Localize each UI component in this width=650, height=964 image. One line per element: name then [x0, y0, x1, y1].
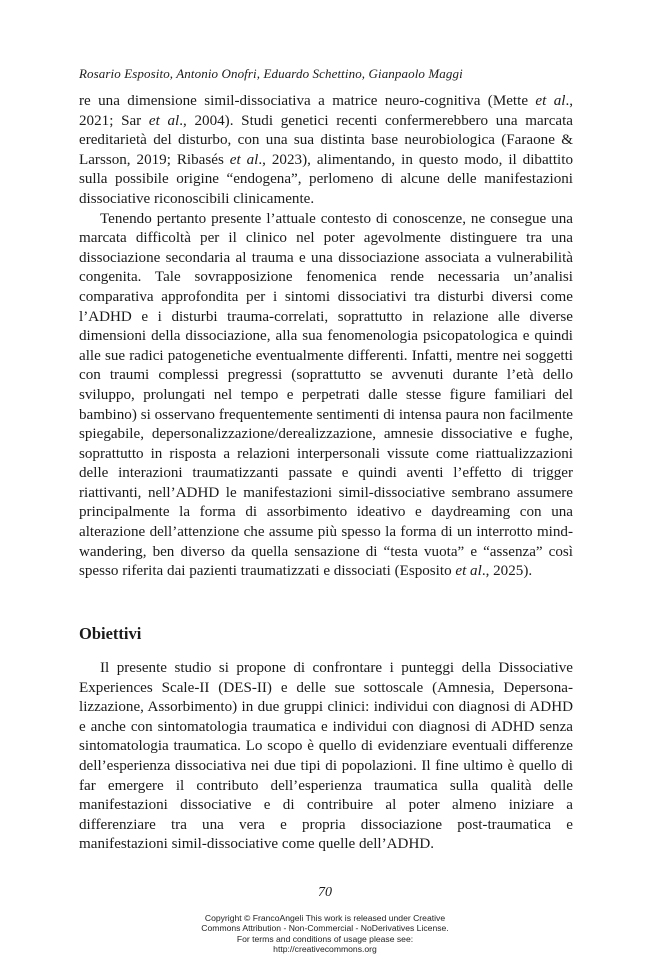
paragraph-3: Il presente studio si propone di confrontare i punteggi della Dissociative Experiences Scale-II (DES-II) e delle sue sottoscale (Amnesia, Depersonalizzazione, Assorbimento) in due gruppi clinici: individui con diagnosi di ADHD e anche con sintomatologia traumatica e individui con diagnosi di ADHD senza sintomatologia traumatica. Lo scopo è quello di evidenziare eventuali differenze dell’esperienza dissociativa nei due tipi di popolazioni. Il fine ultimo è quello di far emergere il contributo dell’esperienza traumatica sulla qualità delle manifestazioni dissociative e di contribuire al poter almeno iniziare a differenziare tra una vera e propria dissociazione post-traumatica e manifestazioni simil-dissociative come quelle dell’ADHD. — [79, 660, 573, 853]
copyright-line: Commons Attribution - Non-Commercial - NoDerivatives License. — [201, 923, 449, 934]
copyright-notice — [0, 913, 650, 955]
body-text-bottom — [79, 659, 573, 855]
copyright-link[interactable]: http://creativecommons.org — [273, 944, 377, 955]
body-text-top — [79, 92, 573, 582]
italic-run: et al — [535, 93, 566, 109]
text-run: ., 2021; Sar — [79, 93, 573, 129]
page-number: 70 — [318, 885, 332, 900]
text-run: Tenendo pertanto presente l’attuale contesto di conoscenze, ne consegue una marcata difficoltà per il clinico nel poter agevolmente distinguere tra una dissociazione secondaria al trauma e una dissociazione associata a vulnerabilità congenita. Tale sovrapposizione fenomenica rende necessaria un’analisi comparativa approfondita per i sintomi dissociativi tra disturbi diversi come l’ADHD e i disturbi trauma-correlati, soprattutto in relazione alle diverse dimensioni della dissociazione, alla sua fenomenologia psicopatologica e quindi alle sue radici patogenetiche eventualmente differenti. Infatti, mentre nei soggetti con traumi complessi pregressi (soprattutto se avvenuti durante l’età dello sviluppo, prolungati nel tempo e perpetrati dalle stesse figure familiari del bambino) si osservano frequentemente sentimenti di intensa paura non facilmente spiegabile, depersonalizzazione/derealizzazione, amnesie dissociative e fughe, soprattutto in risposta a relazioni interpersonali vissute come riattualizzazioni delle interazioni traumatizzanti passate e quindi aventi l’effetto di trigger riattivanti, nell’ADHD le manifestazioni simil-dissociative sembrano assumere principalmente la forma di assorbimento ideativo e daydreaming con una alterazione dell’attenzione che assume più spesso la forma di un interrotto mind-wandering, ben diverso da quella sensazione di “testa vuota” e “assenza” così spesso riferita dai pazienti traumatizzati e dissociati (Esposito — [79, 210, 573, 580]
section-heading-obiettivi: Obiettivi — [79, 624, 142, 643]
copyright-line: Copyright © FrancoAngeli This work is released under Creative — [204, 913, 446, 923]
text-run: ., 2004). Studi genetici recenti confermerebbero una marcata ereditarietà del disturbo, con una sua distinta base neurobiologica (Faraone & Larsson, 2019; Ribasés — [79, 112, 573, 168]
text-run: re una dimensione simil-dissociativa a matrice neuro-cognitiva (Mette — [79, 93, 536, 109]
italic-run: et al — [455, 563, 482, 580]
text-run: ., 2023), alimentando, in questo modo, il dibattito sulla possibile origine “endogena”, perlomeno di alcune delle manifestazioni dissociative riconoscibili clinicamente. — [79, 151, 573, 207]
paragraph-2 — [79, 210, 573, 582]
copyright-line: For terms and conditions of usage please see: — [236, 933, 414, 944]
paragraph-1 — [79, 92, 573, 210]
text-run: ., 2025). — [481, 563, 533, 580]
running-header-authors: Rosario Esposito, Antonio Onofri, Eduardo Schettino, Gianpaolo Maggi — [79, 66, 463, 81]
italic-run: et al — [229, 151, 259, 168]
italic-run: et al — [148, 112, 180, 129]
